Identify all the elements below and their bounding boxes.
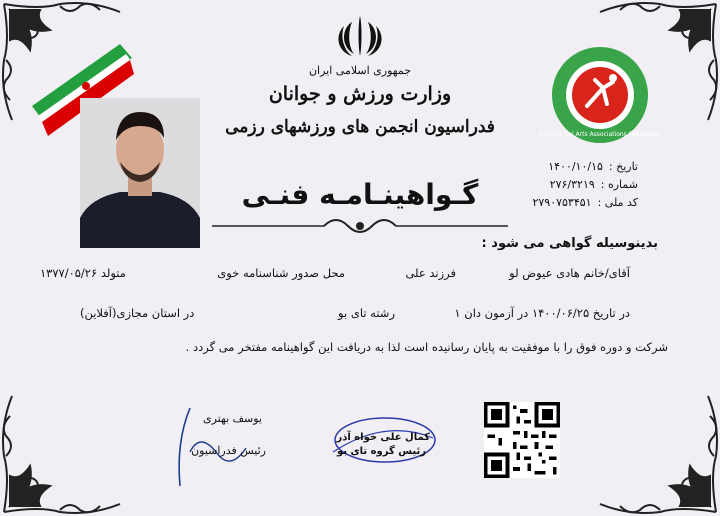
national-id-label: کد ملی : [597, 196, 638, 209]
date-value: ۱۴۰۰/۱۰/۱۵ [548, 160, 603, 173]
federation-logo-icon [539, 46, 661, 144]
person-portrait-icon [80, 98, 200, 248]
province: در استان مجازی(آفلاین) [80, 306, 195, 320]
issue-place: محل صدور شناسنامه خوی [217, 266, 345, 280]
federation-president-signature [160, 402, 270, 490]
number-value: ۲۷۶/۳۲۱۹ [549, 178, 595, 191]
exam-info: در تاریخ ۱۴۰۰/۰۶/۲۵ در آزمون دان ۱ [454, 306, 630, 320]
holder-photo [80, 98, 200, 248]
date-label: تاریخ : [608, 160, 638, 173]
middle-signer-title: رئیس گروه تای بو [336, 446, 426, 457]
corner-ornament-bottom-left [0, 386, 130, 516]
header-federation: فدراسیون انجمن های ورزشهای رزمی [225, 117, 495, 137]
iran-emblem-icon [334, 14, 386, 58]
qr-code-icon [484, 402, 560, 478]
closing-text: شرکت و دوره فوق را با موفقیت به پایان رسانیده است لذا به دریافت این گواهینامه مفتخر می گردد . [185, 340, 668, 354]
date-row [458, 158, 638, 176]
divider-ornament [212, 214, 508, 238]
holder-name: آقای/خانم هادی عیوض لو [509, 266, 630, 280]
group-head-signature [325, 412, 440, 472]
certificate-title: گـواهینـامـه فنـی [241, 178, 479, 211]
birth-date: متولد ۱۳۷۷/۰۵/۲۶ [40, 266, 126, 280]
header-republic: جمهوری اسلامی ایران [308, 64, 412, 77]
discipline: رشته تای بو [338, 306, 395, 320]
header-ministry: وزارت ورزش و جوانان [268, 83, 452, 105]
intro-text: بدینوسیله گواهی می شود : [481, 236, 658, 251]
father-name: فرزند علی [405, 266, 456, 280]
logo-text: Iran Martial Arts Associations Federation [539, 131, 661, 138]
left-signer-title: رئیس فدراسیون [191, 444, 266, 457]
corner-ornament-bottom-right [590, 386, 720, 516]
number-label: شماره : [600, 178, 638, 191]
national-id-value: ۲۷۹۰۷۵۳۴۵۱ [532, 196, 592, 209]
left-signer-name: یوسف بهتری [203, 412, 262, 425]
middle-signer-name: کمال علی خواه آذر [336, 432, 430, 443]
